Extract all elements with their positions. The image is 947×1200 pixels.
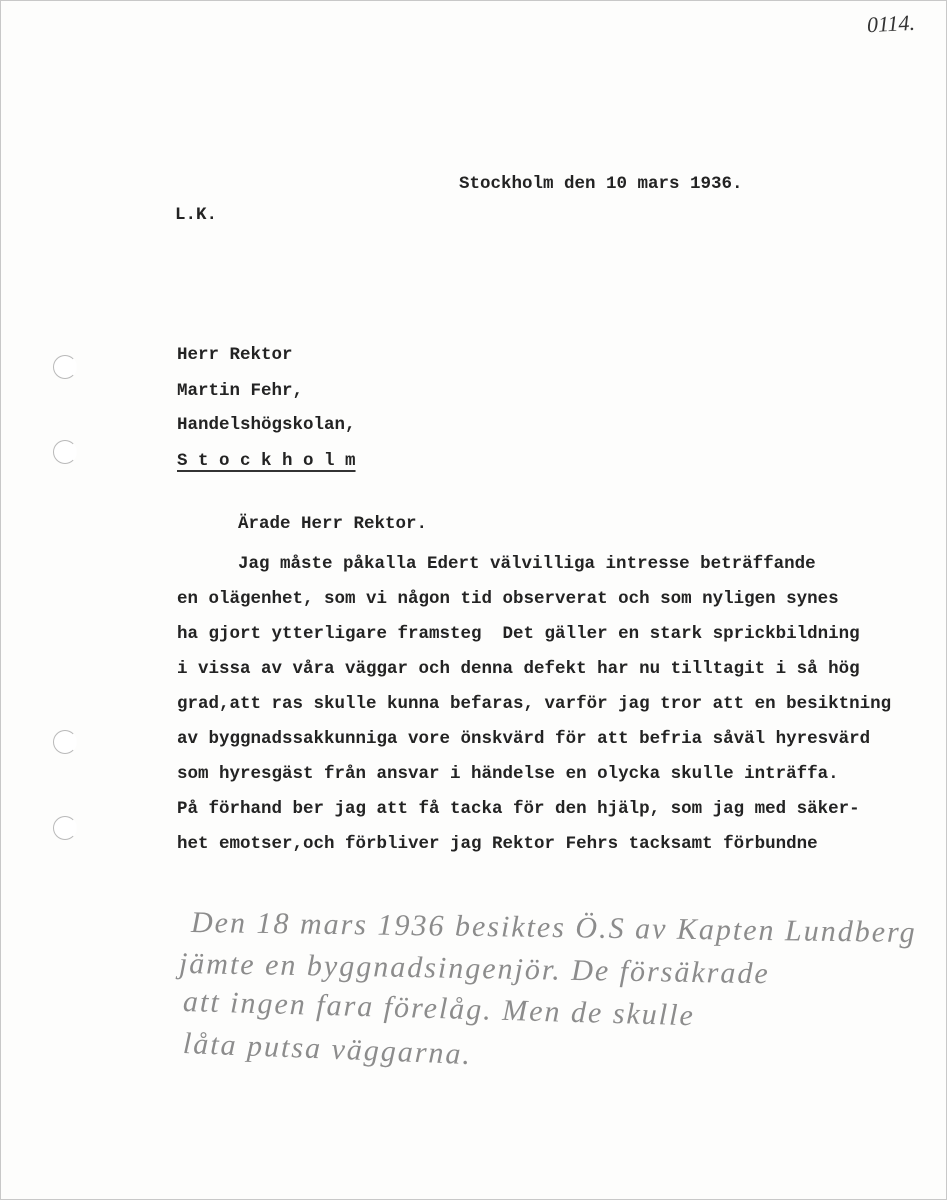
recipient-name: Martin Fehr, — [177, 381, 304, 401]
reference-initials: L.K. — [175, 205, 218, 225]
punch-hole — [53, 440, 77, 464]
body-line: som hyresgäst från ansvar i händelse en olycka skulle inträffa. — [177, 764, 839, 784]
recipient-institution: Handelshögskolan, — [177, 415, 356, 435]
punch-hole — [53, 355, 77, 379]
punch-hole — [53, 816, 77, 840]
body-line: i vissa av våra väggar och denna defekt har nu tilltagit i så hög — [177, 659, 860, 679]
body-line: av byggnadssakkunniga vore önskvärd för att befria såväl hyresvärd — [177, 729, 871, 749]
body-line: het emotser,och förbliver jag Rektor Fehrs tacksamt förbundne — [177, 834, 818, 854]
handwritten-line: låta putsa väggarna. — [182, 1027, 473, 1072]
recipient-city: S t o c k h o l m — [177, 451, 356, 471]
handwritten-line: att ingen fara förelåg. Men de skulle — [182, 985, 696, 1033]
body-line: grad,att ras skulle kunna befaras, varför jag tror att en besiktning — [177, 694, 892, 714]
archive-number: 0114. — [866, 9, 916, 38]
body-line: På förhand ber jag att få tacka för den hjälp, som jag med säker- — [177, 799, 860, 819]
body-line: Jag måste påkalla Edert välvilliga intresse beträffande — [238, 554, 816, 574]
handwritten-line: jämte en byggnadsingenjör. De försäkrade — [178, 947, 770, 991]
recipient-title: Herr Rektor — [177, 345, 293, 365]
punch-hole — [53, 730, 77, 754]
handwritten-line: Den 18 mars 1936 besiktes Ö.S av Kapten Lundberg — [190, 906, 917, 950]
place-date: Stockholm den 10 mars 1936. — [459, 174, 743, 194]
body-line: en olägenhet, som vi någon tid observerat och som nyligen synes — [177, 589, 839, 609]
salutation: Ärade Herr Rektor. — [238, 514, 428, 534]
body-line: ha gjort ytterligare framsteg Det gäller en stark sprickbildning — [177, 624, 860, 644]
